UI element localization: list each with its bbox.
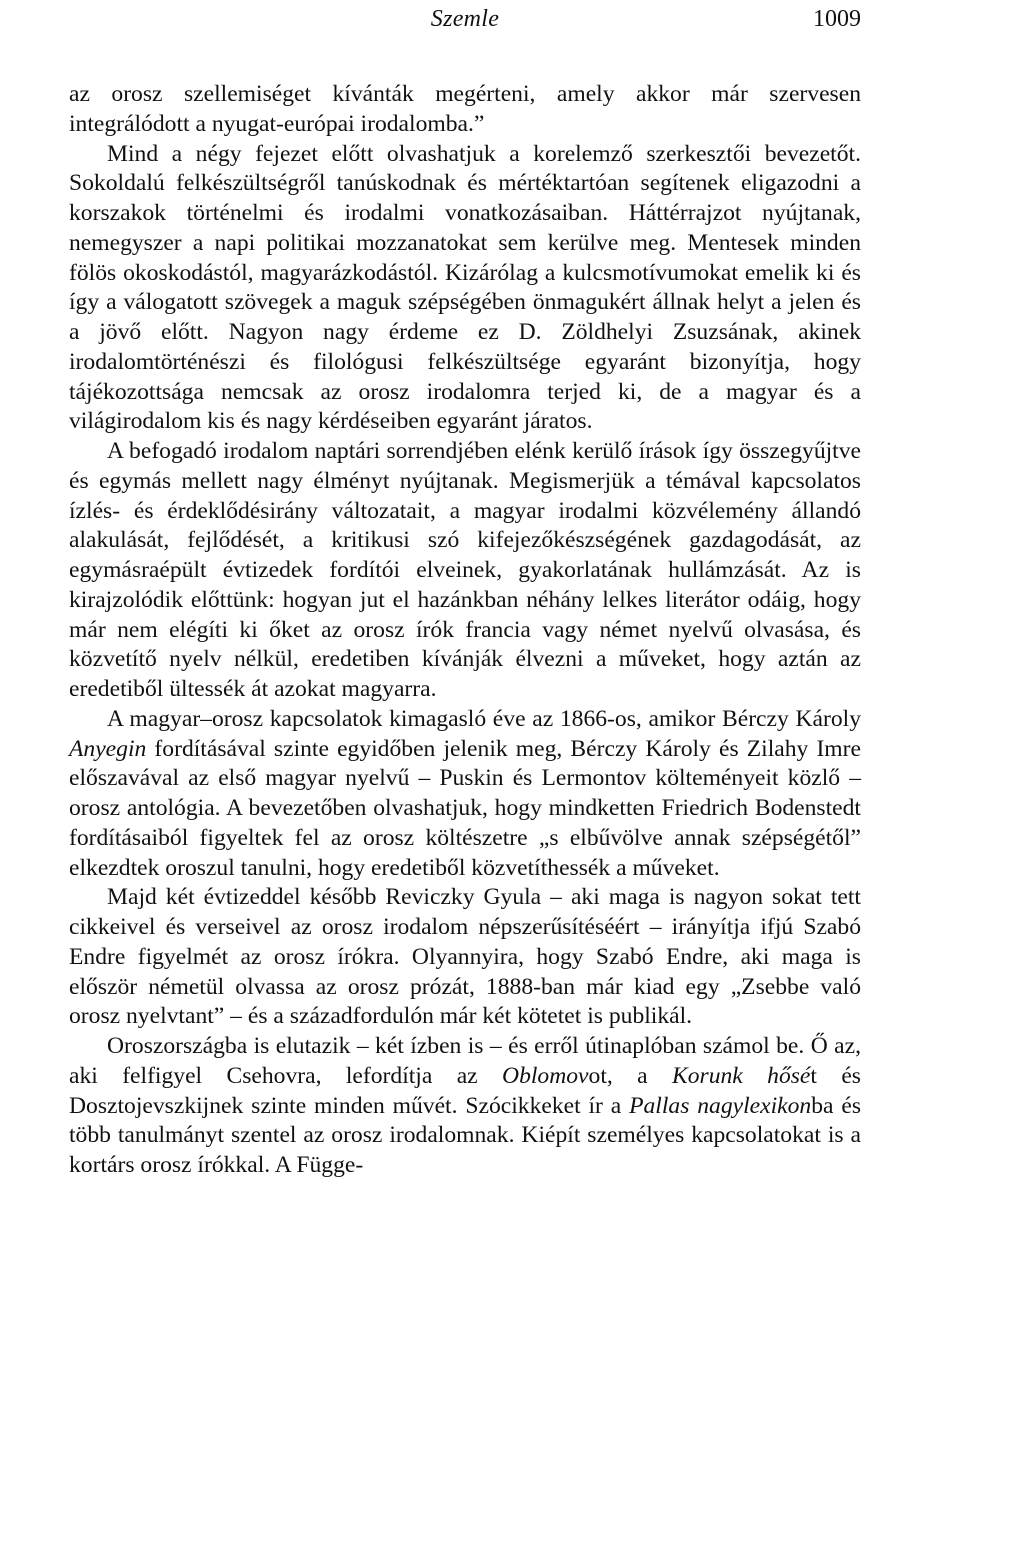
running-title: Szemle <box>430 6 500 32</box>
text-run: A magyar–orosz kapcsolatok kimagasló éve az 1866-os, amikor Bérczy Károly <box>107 705 861 732</box>
paragraph-4 <box>69 705 861 884</box>
text-run: Oroszországba is elutazik – két ízben is – és erről útinaplóban számol be. Ő az, aki felfigyel Csehovra, lefordítja az <box>69 1033 861 1089</box>
paragraph-5 <box>69 883 861 1032</box>
text-run: ot, a <box>588 1062 672 1089</box>
paragraph-6 <box>69 1032 861 1181</box>
page-number: 1009 <box>813 6 861 32</box>
italic-title-run: Korunk hősé <box>672 1062 811 1089</box>
text-run: az orosz szellemiséget kívánták megérteni, amely akkor már szervesen integrálódott a nyugat-európai irodalomba.” <box>69 81 861 137</box>
paragraph-1 <box>69 80 861 140</box>
text-run: ba és több tanulmányt szentel az orosz irodalomnak. Kiépít személyes kapcsolatokat is a kortárs orosz írókkal. A Függe- <box>69 1092 862 1178</box>
running-head <box>69 0 861 46</box>
text-run: Majd két évtizeddel később Reviczky Gyula – aki maga is nagyon sokat tett cikkeivel és verseivel az orosz irodalom népszerűsítéséért – irányítja ifjú Szabó Endre figyelmét az orosz írókra. Olyannyira, hogy Szabó Endre, aki maga is először németül olvassa az orosz prózát, 1888-ban már kiad egy „Zsebbe való orosz nyelvtant” – és a századfordulón már két kötetet is publikál. <box>69 884 861 1030</box>
italic-title-run: Pallas nagylexikon <box>629 1092 812 1119</box>
text-run: t és Dosztojevszkijnek szinte minden művét. Szócikkeket ír a <box>69 1062 861 1119</box>
text-run: A befogadó irodalom naptári sorrendjében elénk kerülő írások így összegyűjtve és egymás mellett nagy élményt nyújtanak. Megismerjük a témával kapcsolatos ízlés- és érdeklődésirány változatait, a magyar irodalmi közvélemény állandó alakulását, fejlődését, a kritikusi szó kifejezőkészségének gazdagodását, az egymásraépült évtizedek fordítói elveinek, gyakorlatának hullámzását. Az is kirajzolódik előttünk: hogyan jut el hazánkban néhány lelkes literátor odáig, hogy már nem elégíti ki őket az orosz írók francia vagy német nyelvű olvasása, és közvetítő nyelv nélkül, eredetiben kívánják élvezni a műveket, hogy aztán az eredetiből ültessék át azokat magyarra. <box>69 438 861 702</box>
paragraph-3 <box>69 437 861 705</box>
body-text <box>69 80 861 1181</box>
text-run: Mind a négy fejezet előtt olvashatjuk a korelemző szerkesztői bevezetőt. Sokoldalú felkészültségről tanúskodnak és mértéktartóan segítenek eligazodni a korszakok történelmi és irodalmi vonatkozásaiban. Háttérrajzot nyújtanak, nemegyszer a napi politikai mozzanatokat sem kerülve meg. Mentesek minden fölös okoskodástól, magyarázkodástól. Kizárólag a kulcsmotívumokat emelik ki és így a válogatott szövegek a maguk szépségében önmagukért állnak helyt a jelen és a jövő előtt. Nagyon nagy érdeme ez D. Zöldhelyi Zsuzsának, akinek irodalomtörténészi és filológusi felkészültsége egyaránt bizonyítja, hogy tájékozottsága nemcsak az orosz irodalomra terjed ki, de a magyar és a világirodalom kis és nagy kérdéseiben egyaránt járatos. <box>69 140 861 435</box>
paragraph-2 <box>69 140 861 438</box>
text-run: fordításával szinte egyidőben jelenik meg, Bérczy Károly és Zilahy Imre előszavával az első magyar nyelvű – Puskin és Lermontov költeményeit közlő – orosz antológia. A bevezetőben olvashatjuk, hogy mindketten Friedrich Bodenstedt fordításaiból figyeltek fel az orosz költészetre „s elbűvölve annak szépségétől” elkezdtek oroszul tanulni, hogy eredetiből közvetíthessék a műveket. <box>69 735 861 881</box>
document-page <box>69 0 861 1181</box>
italic-title-run: Anyegin <box>69 735 147 762</box>
italic-title-run: Oblomov <box>502 1062 589 1089</box>
